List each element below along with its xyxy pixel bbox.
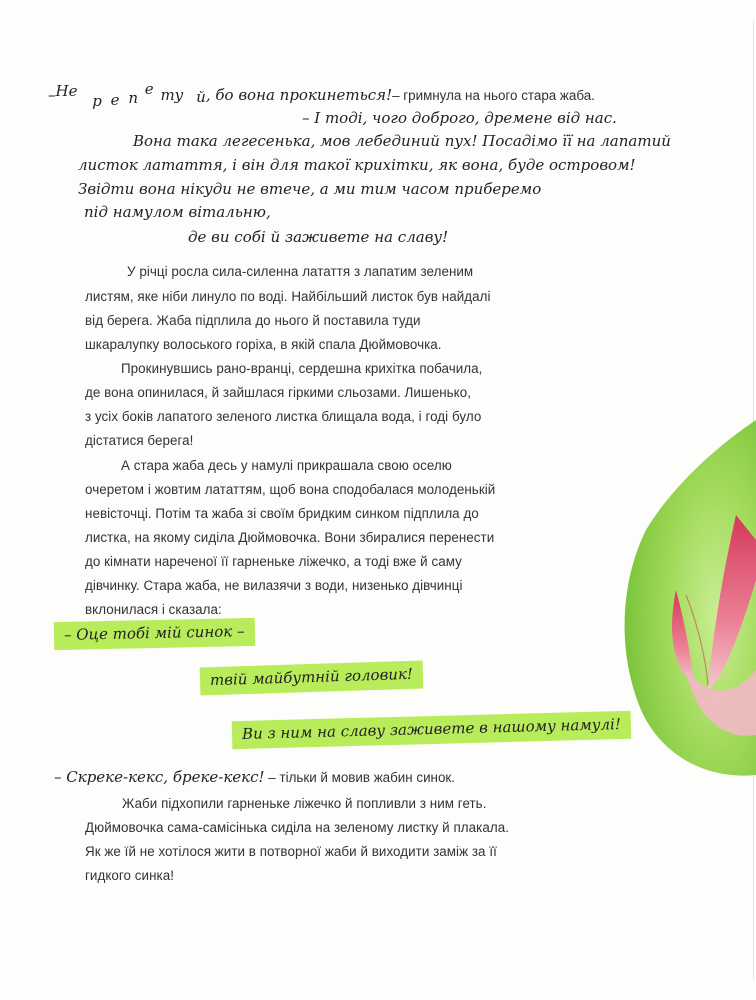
dialogue-line-1-script: , бо вона прокинеться! [205,86,393,104]
ending-dialogue-narration: – тільки й мовив жабин синок. [264,770,455,785]
narration-line: від берега. Жаба підплила до нього й поставила туди [85,313,421,328]
narration-line: з усіх боків лапатого зеленого листка блищала вода, і годі було [85,409,482,424]
highlighted-phrase-2: твій майбутній головик! [200,661,424,696]
narration-line: листям, яке ніби линуло по воді. Найбільший листок був найдалі [85,289,491,304]
wave-letter: Не [55,82,78,100]
narration-line: шкаралупку волоського горіха, в якій спала Дюймовочка. [85,337,442,352]
wave-letter: ту [160,86,184,104]
wave-letter: й [196,88,206,106]
narration-line: вклонилася і сказала: [85,602,222,617]
dialogue-line-6: під намулом вітальню, [84,203,271,221]
dialogue-line-5: Звідти вона нікуди не втече, а ми тим часом приберемо [78,180,542,198]
narration-line: А стара жаба десь у намулі прикрашала свою оселю [121,458,452,473]
dialogue-line-3: Вона така легесенька, мов лебединий пух! Посадімо її на лапатий [133,132,671,150]
ending-line: гидкого синка! [85,868,174,883]
wave-letter: р [92,92,102,110]
narration-line: дістатися берега! [85,433,194,448]
narration-line: очеретом і жовтим лататтям, щоб вона сподобалася молоденькій [85,482,496,497]
dash: – [48,86,56,104]
narration-line: дівчинку. Стара жаба, не вилазячи з води, низенько дівчинці [85,578,463,593]
dialogue-line-7: де ви собі й заживете на славу! [188,228,449,246]
highlighted-phrase-1: – Оце тобі мій синок – [54,618,255,650]
wave-letter: е [110,91,120,109]
ending-line: Дюймовочка сама-самісінька сиділа на зеленому листку й плакала. [85,820,509,835]
ending-line: Жаби підхопили гарненьке ліжечко й попливли з ним геть. [122,796,487,811]
dialogue-line-1-narration: – гримнула на нього стара жаба. [392,88,595,103]
narration-line: листка, на якому сиділа Дюймовочка. Вони збиралися перенести [85,530,495,545]
wave-letter: п [128,89,138,107]
narration-line: де вона опинилася, й зайшлася гіркими сльозами. Лишенько, [85,385,471,400]
water-lily-illustration [616,420,756,790]
ending-dialogue [54,768,455,786]
narration-line: невісточці. Потім та жаба зі своїм бридким синком підплила до [85,506,479,521]
narration-line: Прокинувшись рано-вранці, сердешна крихітка побачила, [121,361,483,376]
ending-line: Як же їй не хотілося жити в потворної жаби й виходити заміж за її [85,844,497,859]
narration-line: У річці росла сила-силенна латаття з лапатим зеленим [127,264,474,279]
dialogue-line-2: – І тоді, чого доброго, дремене від нас. [302,109,617,127]
ending-dialogue-script: – Скреке-кекс, бреке-кекс! [54,768,265,786]
dialogue-line-1 [48,80,595,110]
dialogue-line-4: листок латаття, і він для такої крихітки, як вона, буде островом! [78,156,636,174]
wave-letter: е [144,80,154,98]
narration-line: до кімнати нареченої її гарненьке ліжечко, а тоді вже й саму [85,554,462,569]
highlighted-phrase-3: Ви з ним на славу заживете в нашому намулі! [232,711,632,749]
